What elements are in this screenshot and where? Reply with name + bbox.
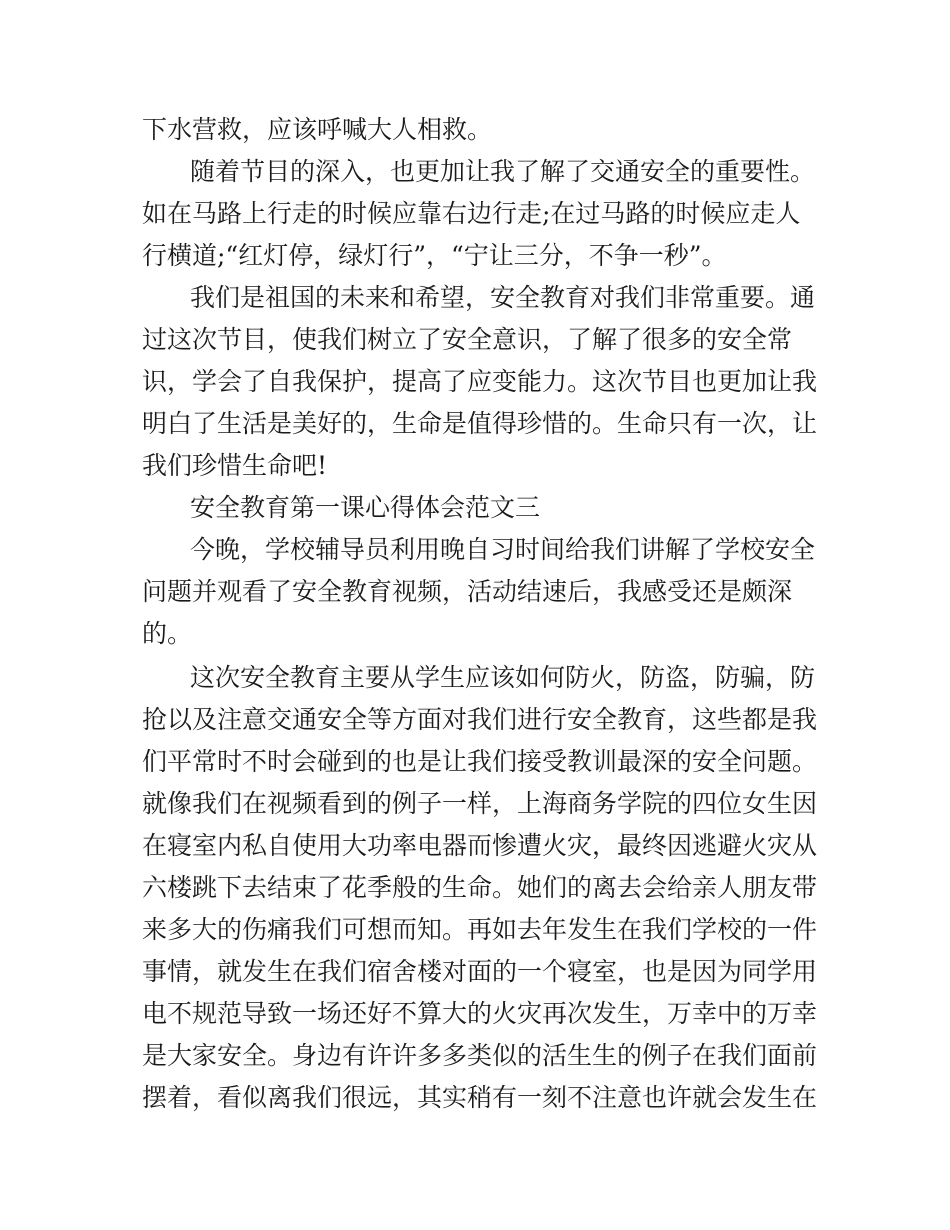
text-line: 电不规范导致一场还好不算大的火灾再次发生，万幸中的万幸	[142, 999, 818, 1028]
text-line: 们平常时不时会碰到的也是让我们接受教训最深的安全问题。	[142, 747, 818, 776]
text-line: 抢以及注意交通安全等方面对我们进行安全教育，这些都是我	[142, 705, 818, 734]
text-line: 的。	[142, 619, 193, 648]
text-line: 下水营救，应该呼喊大人相救。	[142, 115, 493, 144]
text-line: 过这次节目，使我们树立了安全意识，了解了很多的安全常	[142, 325, 793, 354]
text-line: 六楼跳下去结束了花季般的生命。她们的离去会给亲人朋友带	[142, 873, 818, 902]
text-line: 摆着，看似离我们很远，其实稍有一刻不注意也许就会发生在	[142, 1083, 818, 1112]
text-line: 是大家安全。身边有许许多多类似的活生生的例子在我们面前	[142, 1041, 818, 1070]
paragraph-start-line: 这次安全教育主要从学生应该如何防火，防盗，防骗，防	[190, 663, 816, 692]
text-line: 如在马路上行走的时候应靠右边行走;在过马路的时候应走人	[142, 199, 801, 228]
text-line: 问题并观看了安全教育视频，活动结速后，我感受还是颇深	[142, 577, 793, 606]
paragraph-start-line: 我们是祖国的未来和希望，安全教育对我们非常重要。通	[190, 283, 816, 312]
section-heading: 安全教育第一课心得体会范文三	[190, 493, 541, 522]
text-line: 识，学会了自我保护，提高了应变能力。这次节目也更加让我	[142, 367, 818, 396]
text-line: 明白了生活是美好的，生命是值得珍惜的。生命只有一次，让	[142, 409, 818, 438]
text-line: 行横道;“红灯停，绿灯行”，“宁让三分，不争一秒”。	[142, 241, 727, 270]
text-line: 就像我们在视频看到的例子一样，上海商务学院的四位女生因	[142, 789, 818, 818]
text-line: 在寝室内私自使用大功率电器而惨遭火灾，最终因逃避火灾从	[142, 831, 818, 860]
paragraph-start-line: 今晚，学校辅导员利用晚自习时间给我们讲解了学校安全	[190, 535, 816, 564]
paragraph-start-line: 随着节目的深入，也更加让我了解了交通安全的重要性。	[190, 157, 816, 186]
text-line: 事情，就发生在我们宿舍楼对面的一个寝室，也是因为同学用	[142, 957, 818, 986]
text-line: 来多大的伤痛我们可想而知。再如去年发生在我们学校的一件	[142, 915, 818, 944]
text-line: 我们珍惜生命吧!	[142, 451, 328, 480]
